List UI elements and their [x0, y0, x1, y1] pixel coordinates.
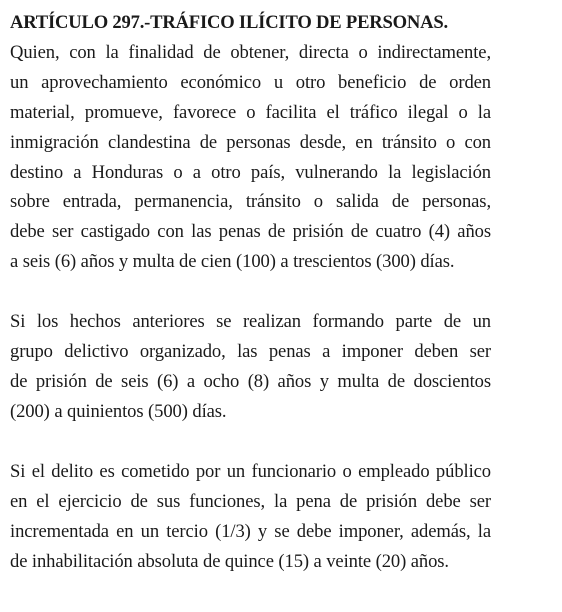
paragraph-line: Quien, con la finalidad de obtener, directa o indirectamente, — [10, 41, 491, 63]
paragraph-line: grupo delictivo organizado, las penas a imponer deben ser — [10, 341, 491, 363]
paragraph-line: incrementada en un tercio (1/3) y se debe imponer, además, la — [10, 520, 491, 542]
paragraph-line: sobre entrada, permanencia, tránsito o salida de personas, — [10, 191, 491, 213]
paragraph-line: destino a Honduras o a otro país, vulnerando la legislación — [10, 161, 491, 183]
paragraph-line: inmigración clandestina de personas desde, en tránsito o con — [10, 131, 491, 153]
article-paragraph-2 — [10, 307, 491, 427]
article-paragraph-3 — [10, 457, 491, 577]
paragraph-line: Si los hechos anteriores se realizan formando parte de un — [10, 311, 491, 333]
paragraph-line: de prisión de seis (6) a ocho (8) años y multa de doscientos — [10, 370, 491, 392]
paragraph-line: de inhabilitación absoluta de quince (15) a veinte (20) años. — [10, 550, 449, 572]
paragraph-line: en el ejercicio de sus funciones, la pena de prisión debe ser — [10, 490, 491, 512]
document-body — [10, 8, 491, 576]
paragraph-line: un aprovechamiento económico u otro beneficio de orden — [10, 71, 491, 93]
article-paragraph-1 — [10, 38, 491, 277]
paragraph-line: (200) a quinientos (500) días. — [10, 400, 227, 422]
article-title: ARTÍCULO 297.-TRÁFICO ILÍCITO DE PERSONAS. — [10, 12, 448, 33]
paragraph-line: debe ser castigado con las penas de prisión de cuatro (4) años — [10, 221, 491, 243]
paragraph-line: Si el delito es cometido por un funcionario o empleado público — [10, 460, 491, 482]
paragraph-line: material, promueve, favorece o facilita el tráfico ilegal o la — [10, 101, 491, 123]
paragraph-line: a seis (6) años y multa de cien (100) a trescientos (300) días. — [10, 251, 455, 273]
